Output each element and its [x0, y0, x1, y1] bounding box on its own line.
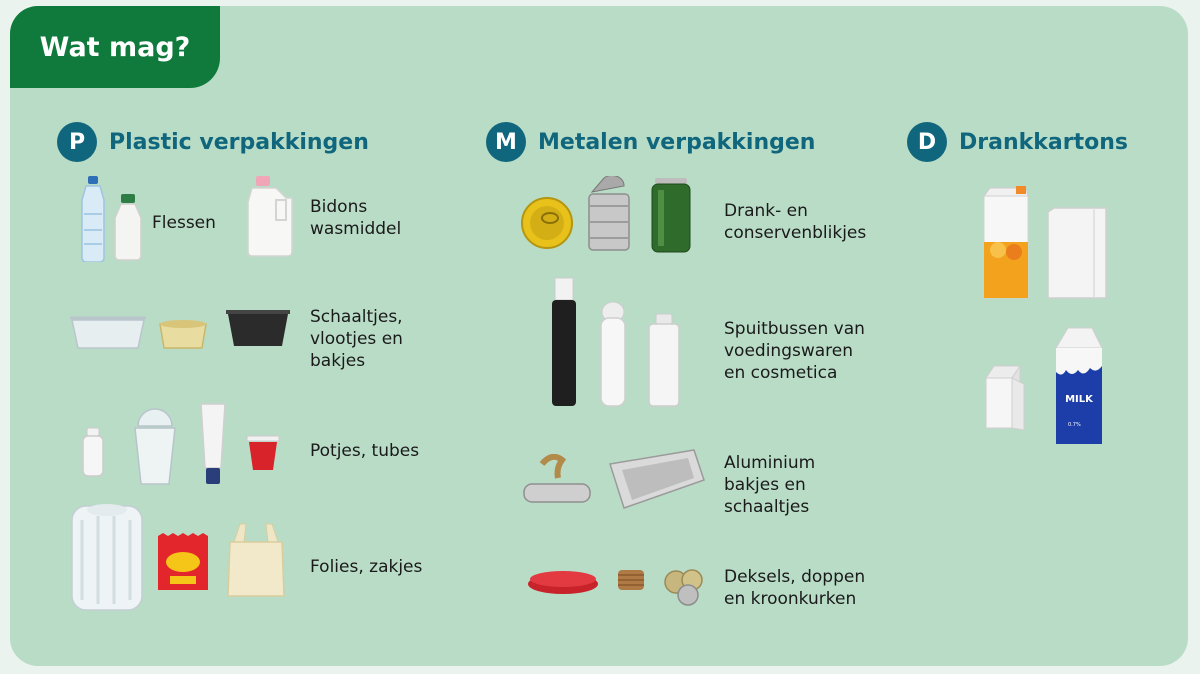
item-label-deksels: Deksels, doppen en kroonkurken	[724, 567, 866, 609]
section-title-cartons: Drankkartons	[959, 129, 1128, 155]
white-carton-icon	[1046, 206, 1108, 302]
title-tab	[10, 6, 220, 88]
section-header-plastic	[57, 122, 369, 162]
tube-icon	[198, 402, 228, 486]
juice-carton-icon	[980, 186, 1032, 300]
green-can-icon	[650, 176, 692, 254]
item-label-aluminium: Aluminium bakjes en schaaltjes	[724, 453, 816, 517]
item-label-bidons: Bidons wasmiddel	[310, 197, 402, 239]
section-header-cartons	[907, 122, 1128, 162]
red-pot-icon	[246, 434, 280, 472]
section-title-metal: Metalen verpakkingen	[538, 129, 816, 155]
butter-tub-icon	[156, 318, 210, 352]
foil-tray-icon	[608, 446, 706, 512]
section-badge-cartons: D	[907, 122, 947, 162]
tin-can-icon	[586, 176, 632, 252]
item-label-blikjes: Drank- en conservenblikjes	[724, 201, 867, 243]
item-label-folies: Folies, zakjes	[310, 557, 423, 577]
info-panel	[10, 6, 1188, 666]
white-spray-icon	[598, 300, 628, 408]
item-label-potjes: Potjes, tubes	[310, 441, 420, 461]
section-badge-plastic: P	[57, 122, 97, 162]
small-carton-icon	[978, 364, 1032, 430]
plastic-cup-icon	[132, 406, 178, 486]
small-bottle-icon	[80, 426, 106, 478]
coin-caps-icon	[616, 566, 646, 594]
spray-can-icon	[646, 312, 682, 408]
item-label-flessen: Flessen	[152, 213, 216, 233]
sardine-tin-icon	[522, 454, 592, 506]
detergent-jug-icon	[242, 174, 298, 258]
item-label-spuitbussen: Spuitbussen van voedingswaren en cosmetica	[724, 319, 865, 383]
black-spray-icon	[550, 276, 578, 408]
milk-bottle-icon	[110, 192, 146, 262]
milk-carton-fat-label: 0.7%	[1068, 422, 1081, 428]
milk-carton-icon	[1048, 326, 1104, 446]
section-title-plastic: Plastic verpakkingen	[109, 129, 369, 155]
red-lid-icon	[526, 568, 600, 596]
shrink-wrap-icon	[68, 500, 146, 614]
bottle-caps-icon	[664, 568, 706, 606]
chips-bag-icon	[156, 532, 210, 594]
item-label-schaaltjes: Schaaltjes, vlootjes en bakjes	[310, 307, 403, 371]
clear-tray-icon	[68, 312, 148, 352]
page-title: Wat mag?	[39, 31, 191, 63]
section-header-metal	[486, 122, 815, 162]
section-badge-metal: M	[486, 122, 526, 162]
plastic-bag-icon	[226, 522, 286, 600]
milk-carton-label: MILK	[1065, 394, 1093, 405]
can-lid-icon	[520, 196, 574, 250]
black-tray-icon	[224, 306, 292, 350]
